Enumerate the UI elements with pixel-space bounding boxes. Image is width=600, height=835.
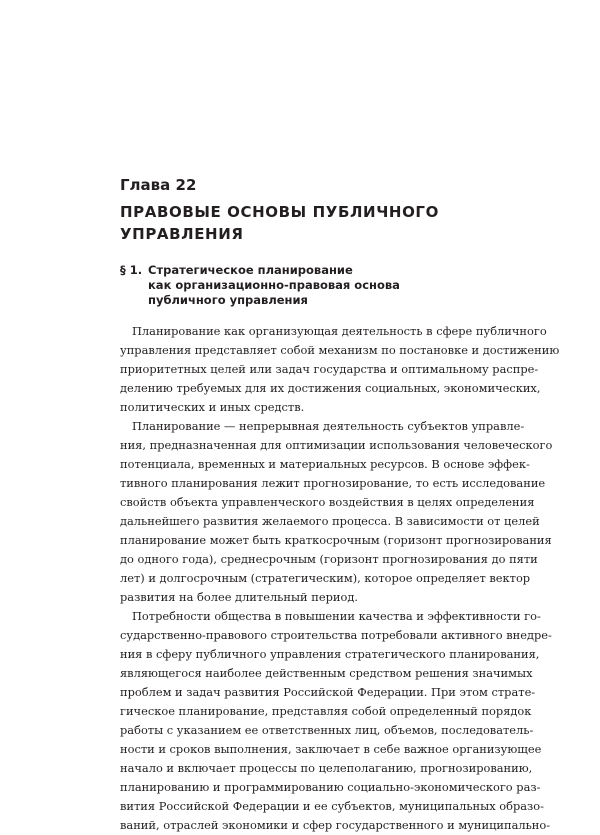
text-line: являющегося наиболее действенным средством решения значимых bbox=[120, 666, 533, 680]
text-line: гическое планирование, представляя собой определенный порядок bbox=[120, 704, 532, 718]
text-line: ния в сферу публичного управления стратегического планирования, bbox=[120, 647, 540, 661]
paragraph bbox=[120, 607, 552, 835]
text-line: планирование может быть краткосрочным (горизонт прогнозирования bbox=[120, 533, 552, 547]
section-title-line: Стратегическое планирование bbox=[148, 263, 353, 277]
chapter-title bbox=[120, 201, 439, 245]
chapter-title-line: УПРАВЛЕНИЯ bbox=[120, 225, 244, 243]
text-line: ности и сроков выполнения, заключает в себе важное организующее bbox=[120, 742, 542, 756]
text-line: проблем и задач развития Российской Федерации. При этом страте- bbox=[120, 685, 536, 699]
section-title bbox=[148, 263, 400, 308]
text-line: планированию и программированию социально-экономического раз- bbox=[120, 780, 541, 794]
text-line: ния, предназначенная для оптимизации использования человеческого bbox=[120, 438, 553, 452]
chapter-title-line: ПРАВОВЫЕ ОСНОВЫ ПУБЛИЧНОГО bbox=[120, 203, 439, 221]
section-title-line: как организационно-правовая основа bbox=[148, 278, 400, 292]
chapter-label: Глава 22 bbox=[120, 176, 197, 194]
text-line: политических и иных средств. bbox=[120, 400, 305, 414]
text-line: развития на более длительный период. bbox=[120, 590, 358, 604]
text-line: тивного планирования лежит прогнозирование, то есть исследование bbox=[120, 476, 546, 490]
text-line: приоритетных целей или задач государства и оптимальному распре- bbox=[120, 362, 539, 376]
text-line: потенциала, временных и материальных ресурсов. В основе эффек- bbox=[120, 457, 530, 471]
text-line: Планирование — непрерывная деятельность субъектов управле- bbox=[132, 419, 525, 433]
paragraph bbox=[120, 322, 560, 417]
section-number: § 1. bbox=[120, 263, 143, 277]
text-line: ваний, отраслей экономики и сфер государственного и муниципально- bbox=[120, 818, 551, 832]
text-line: до одного года), среднесрочным (горизонт прогнозирования до пяти bbox=[120, 552, 538, 566]
text-line: лет) и долгосрочным (стратегическим), которое определяет вектор bbox=[120, 571, 531, 585]
text-line: начало и включает процессы по целеполаганию, прогнозированию, bbox=[120, 761, 533, 775]
text-line: Планирование как организующая деятельность в сфере публичного bbox=[132, 324, 547, 338]
text-line: работы с указанием ее ответственных лиц, объемов, последователь- bbox=[120, 723, 534, 737]
section-title-line: публичного управления bbox=[148, 293, 308, 307]
text-line: дальнейшего развития желаемого процесса. В зависимости от целей bbox=[120, 514, 540, 528]
text-line: сударственно-правового строительства потребовали активного внедре- bbox=[120, 628, 552, 642]
text-line: управления представляет собой механизм по постановке и достижению bbox=[120, 343, 560, 357]
body-text bbox=[120, 322, 560, 835]
text-line: делению требуемых для их достижения социальных, экономических, bbox=[120, 381, 541, 395]
text-line: свойств объекта управленческого воздействия в целях определения bbox=[120, 495, 535, 509]
text-line: вития Российской Федерации и ее субъектов, муниципальных образо- bbox=[120, 799, 544, 813]
text-line: Потребности общества в повышении качества и эффективности го- bbox=[132, 609, 541, 623]
paragraph bbox=[120, 417, 553, 607]
